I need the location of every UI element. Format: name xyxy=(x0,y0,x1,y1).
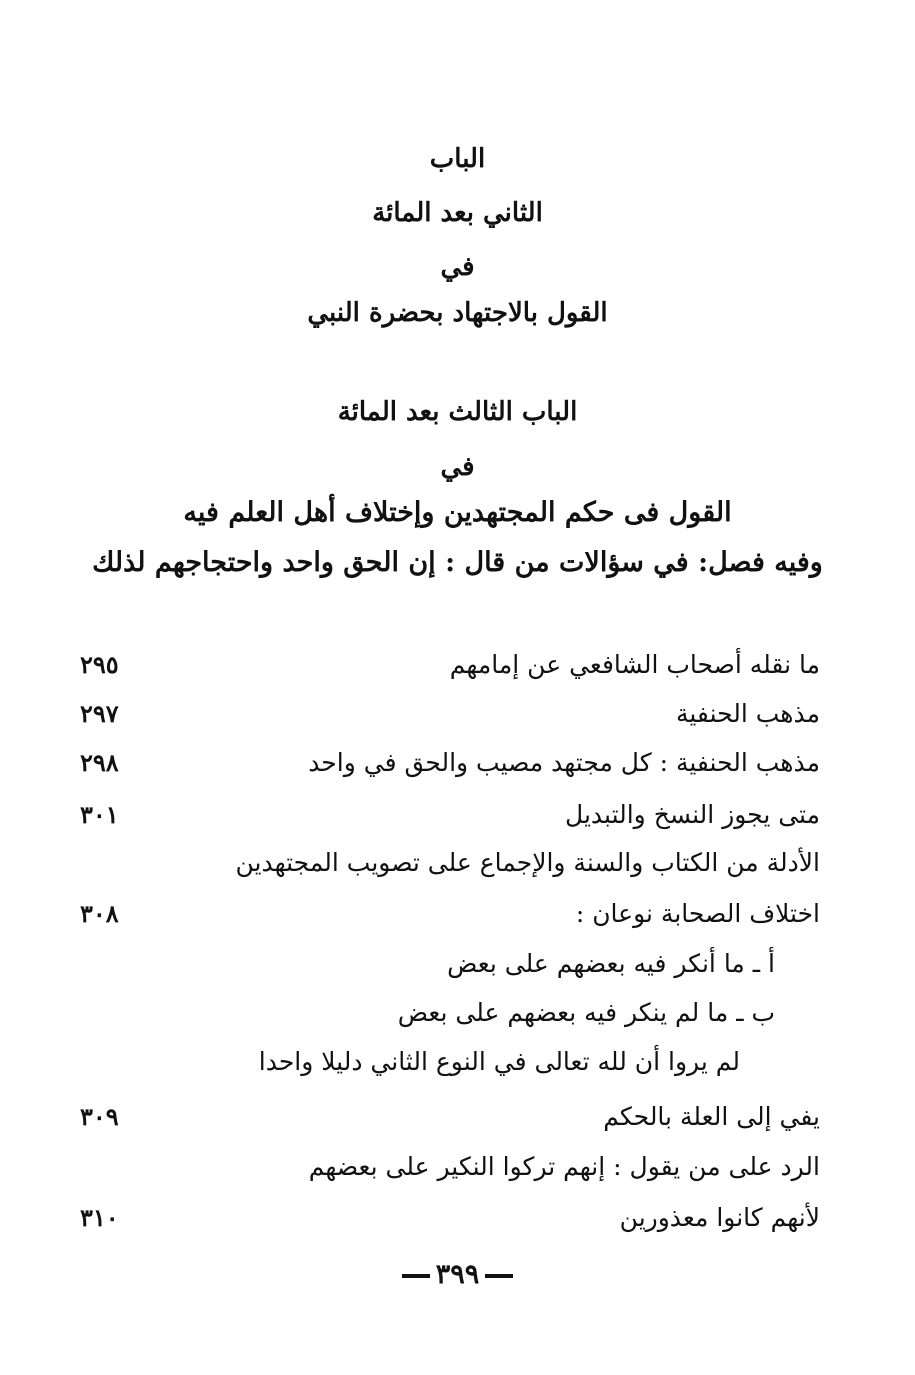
toc-entry-label: لم يروا أن لله تعالى في النوع الثاني دليلا واحدا xyxy=(258,1047,740,1076)
toc-entry xyxy=(70,1147,820,1187)
chapter-102-number: الثاني بعد المائة xyxy=(372,198,543,228)
toc-entry-label: مذهب الحنفية xyxy=(675,699,820,728)
toc-entry xyxy=(70,894,820,934)
toc-entry-label: متى يجوز النسخ والتبديل xyxy=(565,800,820,829)
toc-entry xyxy=(70,1042,820,1082)
toc-entry-label: الأدلة من الكتاب والسنة والإجماع على تصويب المجتهدين xyxy=(235,848,820,877)
toc-entry xyxy=(70,843,820,883)
toc-entry xyxy=(70,993,820,1033)
footer-dash-right xyxy=(485,1274,513,1278)
toc-entry-label: الرد على من يقول : إنهم تركوا النكير على بعضهم xyxy=(308,1152,820,1181)
footer-dash-left xyxy=(402,1274,430,1278)
toc-entry xyxy=(70,1097,820,1137)
chapter-103-section: وفيه فصل: في سؤالات من قال : إن الحق واحد واحتجاجهم لذلك xyxy=(92,547,823,578)
toc-entry-page: ٢٩٨ xyxy=(80,748,119,777)
chapter-102-title: القول بالاجتهاد بحضرة النبي xyxy=(307,298,608,328)
chapter-102-fi: في xyxy=(440,252,475,282)
toc-entry-page: ٣١٠ xyxy=(80,1203,119,1232)
toc-entry-label: مذهب الحنفية : كل مجتهد مصيب والحق في واحد xyxy=(308,748,820,777)
toc-entry-label: يفي إلى العلة بالحكم xyxy=(603,1102,820,1131)
chapter-103-subject: القول فى حكم المجتهدين وإختلاف أهل العلم فيه xyxy=(183,497,732,528)
toc-entry-label: لأنهم كانوا معذورين xyxy=(619,1203,820,1232)
toc-entry xyxy=(70,795,820,835)
toc-entry-label: ما نقله أصحاب الشافعي عن إمامهم xyxy=(449,650,820,679)
toc-entry xyxy=(70,944,820,984)
toc-entry-label: اختلاف الصحابة نوعان : xyxy=(575,899,820,928)
toc-entry-page: ٣٠١ xyxy=(80,800,119,829)
toc-entry xyxy=(70,645,820,685)
chapter-103-fi: في xyxy=(440,452,475,482)
toc-entry-page: ٣٠٩ xyxy=(80,1102,119,1131)
toc-entry-page: ٣٠٨ xyxy=(80,899,119,928)
toc-entry-label: أ ـ ما أنكر فيه بعضهم على بعض xyxy=(447,949,775,978)
page-number-footer xyxy=(0,1258,915,1292)
chapter-label: الباب xyxy=(429,144,486,174)
chapter-103-title: الباب الثالث بعد المائة xyxy=(337,397,578,427)
toc-entry-label: ب ـ ما لم ينكر فيه بعضهم على بعض xyxy=(397,998,775,1027)
toc-entry xyxy=(70,1198,820,1238)
toc-entry xyxy=(70,694,820,734)
toc-entry-page: ٢٩٥ xyxy=(80,650,119,679)
toc-entry xyxy=(70,743,820,783)
page-number: ٣٩٩ xyxy=(435,1259,480,1290)
toc-entry-page: ٢٩٧ xyxy=(80,699,119,728)
